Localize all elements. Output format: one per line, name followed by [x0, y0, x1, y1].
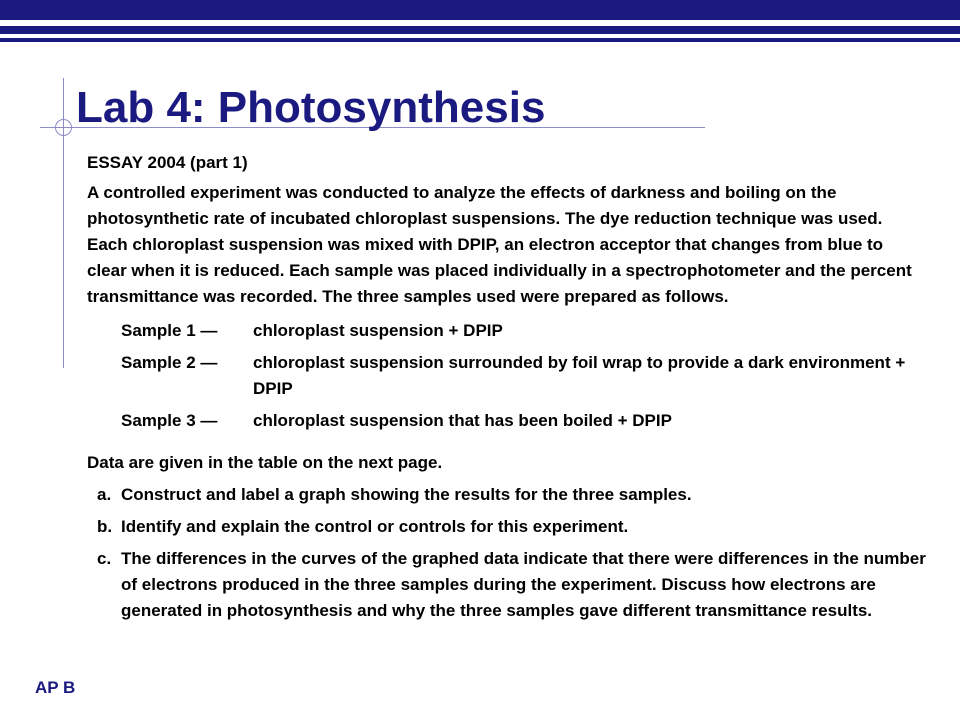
sample-description: chloroplast suspension surrounded by foil wrap to provide a dark environment + DPIP — [253, 353, 906, 398]
essay-heading: ESSAY 2004 (part 1) — [87, 153, 248, 172]
header-band — [0, 0, 960, 20]
sample-item — [121, 350, 927, 402]
question-text: Construct and label a graph showing the results for the three samples. — [121, 485, 692, 504]
sample-description: chloroplast suspension + DPIP — [253, 321, 503, 340]
sample-description: chloroplast suspension that has been boiled + DPIP — [253, 411, 672, 430]
essay-intro: A controlled experiment was conducted to analyze the effects of darkness and boiling on the photosynthetic rate of incubated chloroplast suspensions. The dye reduction technique was used. Each chloroplast suspension was mixed with DPIP, an electron acceptor that changes from blue to clear when it is reduced. Each sample was placed individually in a spectrophotometer and the percent transmittance was recorded. The three samples used were prepared as follows. — [87, 183, 912, 306]
crosshair-circle — [55, 119, 72, 136]
sample-name: Sample 2 — — [121, 353, 218, 372]
question-item — [97, 514, 927, 540]
question-letter: b. — [97, 517, 113, 536]
question-item — [97, 482, 927, 508]
sample-item — [121, 408, 927, 434]
sample-name: Sample 3 — — [121, 411, 218, 430]
footer-label: AP B — [35, 678, 76, 697]
sample-list — [87, 318, 927, 434]
question-text: The differences in the curves of the graphed data indicate that there were differences in the number of electrons produced in the three samples during the experiment. Discuss how electrons are generated in photosynthesis and why the three samples gave different transmittance results. — [121, 549, 926, 620]
question-letter: a. — [97, 485, 112, 504]
sample-name: Sample 1 — — [121, 321, 218, 340]
essay-body — [87, 150, 927, 630]
question-item — [97, 546, 927, 624]
header-stripe-thin — [0, 38, 960, 42]
slide-title: Lab 4: Photosynthesis — [76, 83, 546, 132]
sample-item — [121, 318, 927, 344]
header-stripe — [0, 26, 960, 34]
data-note: Data are given in the table on the next page. — [87, 453, 443, 472]
question-letter: c. — [97, 549, 112, 568]
question-text: Identify and explain the control or controls for this experiment. — [121, 517, 629, 536]
question-list — [87, 482, 927, 624]
